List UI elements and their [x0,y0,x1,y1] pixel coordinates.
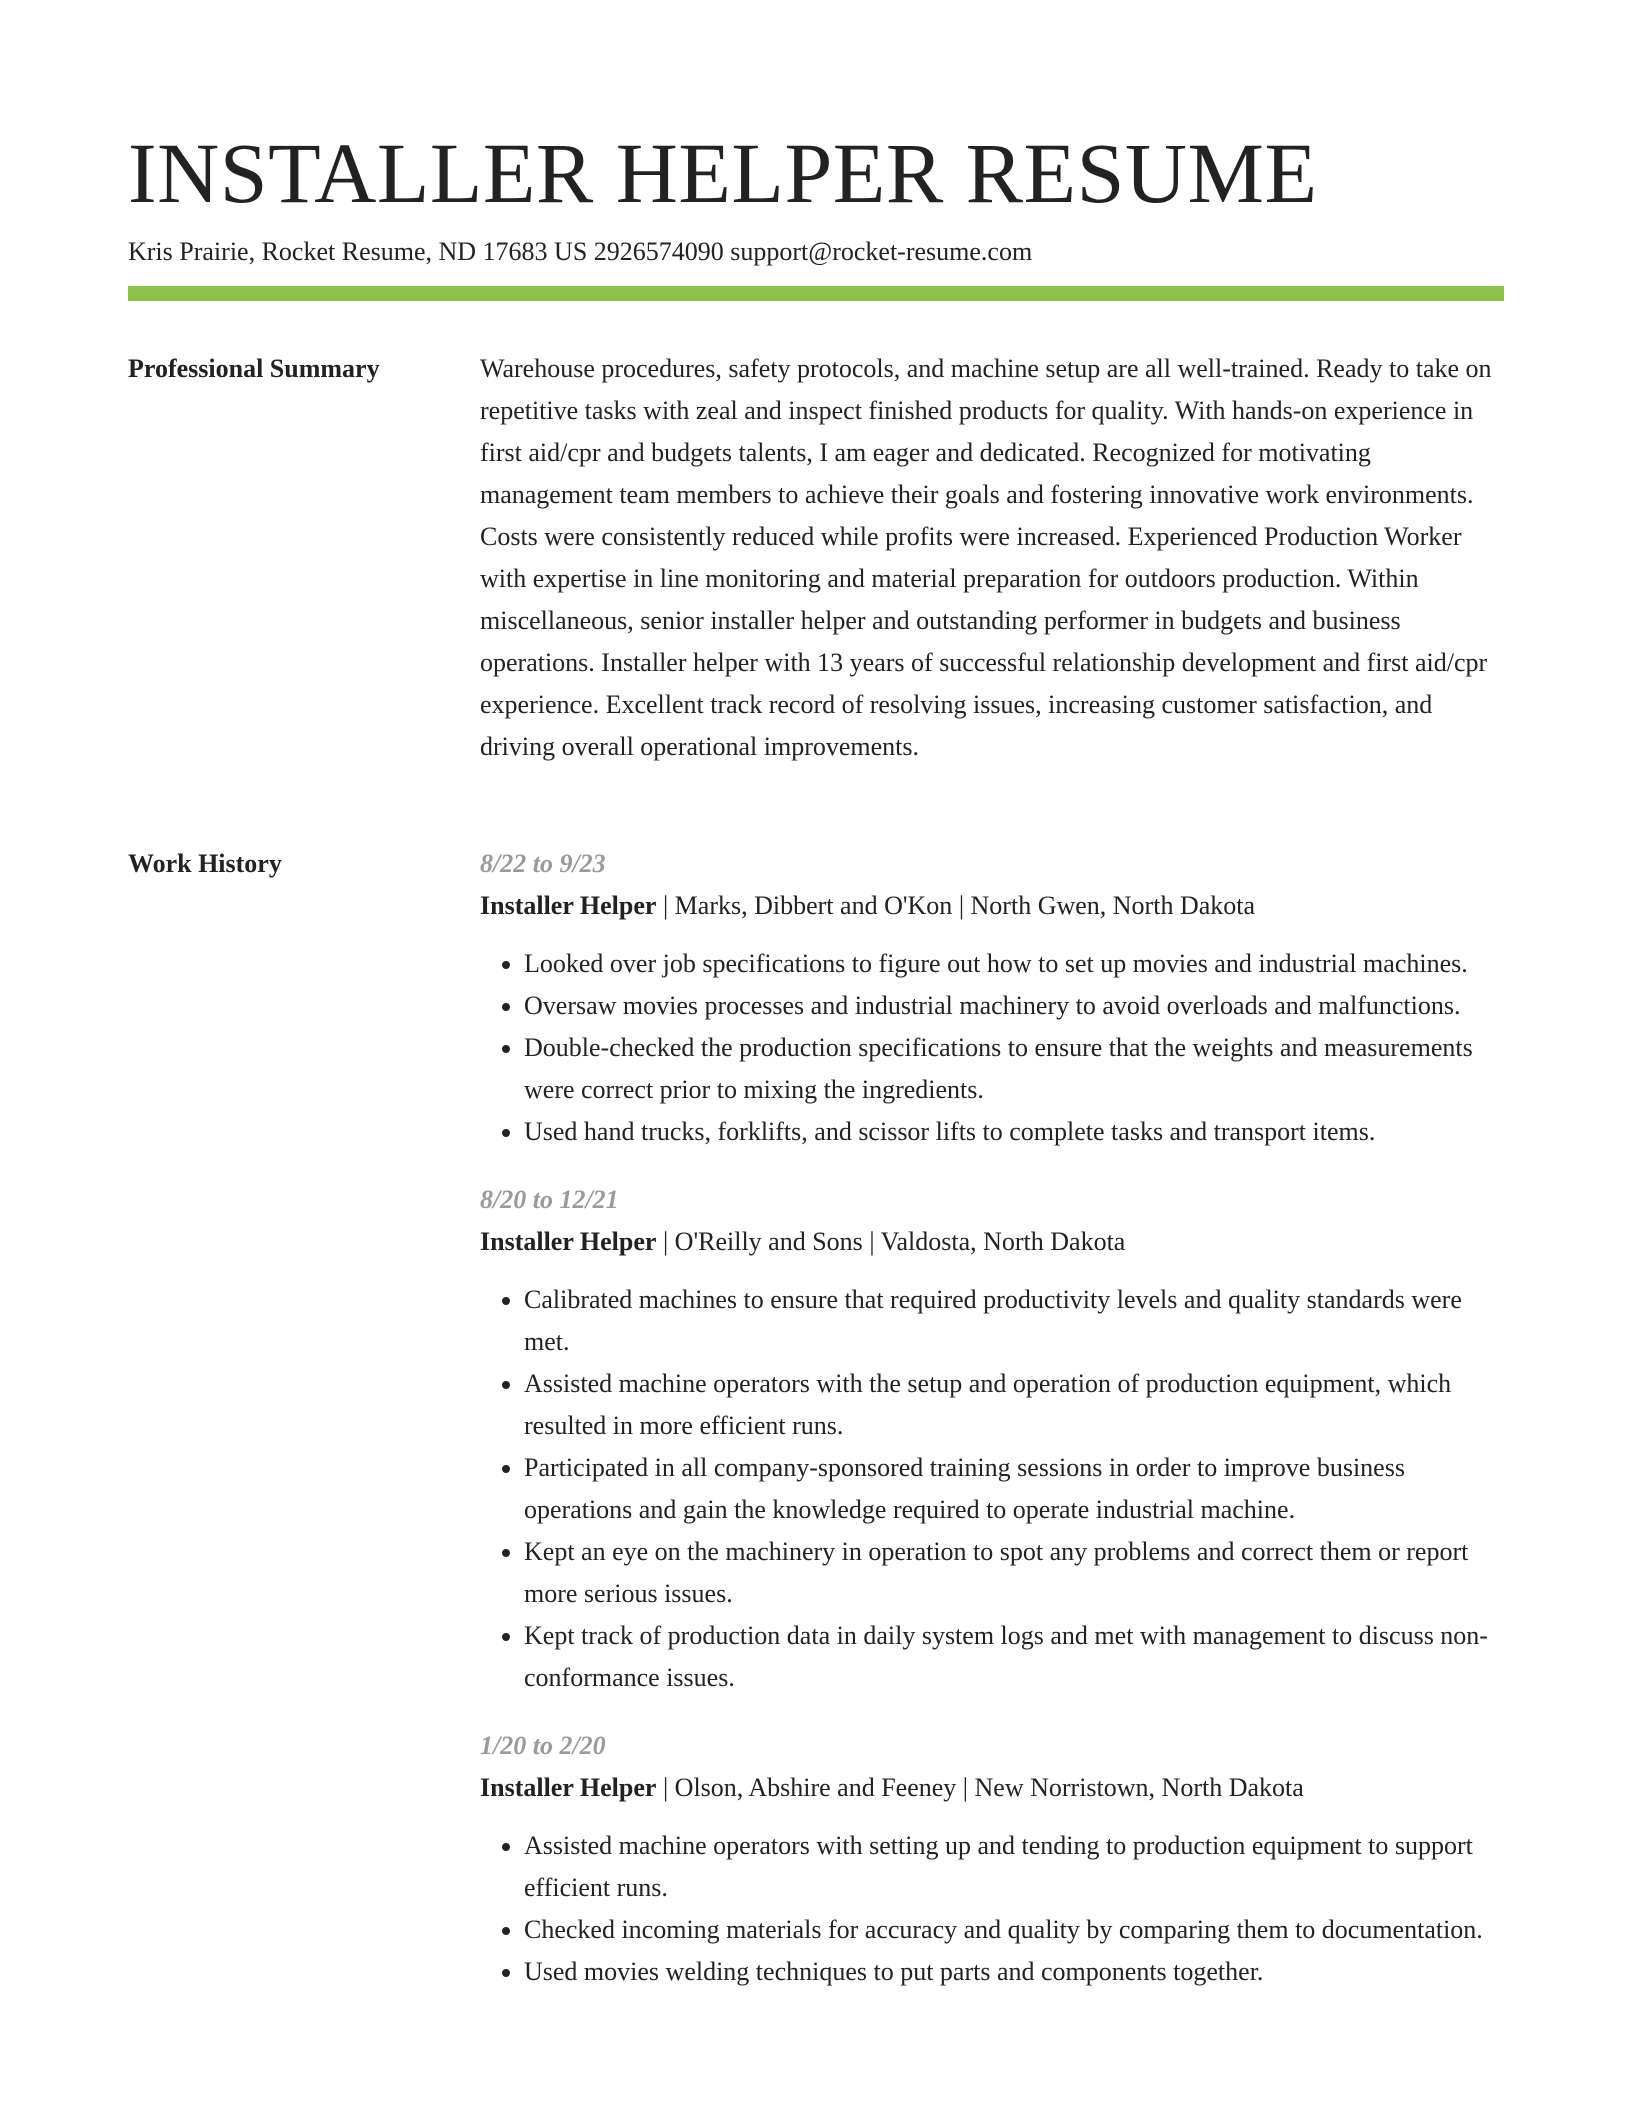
job-title: Installer Helper [480,1227,657,1256]
summary-body [480,348,1504,768]
job-entry [480,1179,1504,1699]
job-company: Olson, Abshire and Feeney [674,1773,957,1802]
job-separator: | [656,1227,675,1256]
job-duties-list [480,1279,1504,1699]
job-duty-item: • Kept an eye on the machinery in operation to spot any problems and correct them or report more serious issues. [524,1531,1504,1615]
work-history-body [480,843,1504,2019]
job-heading [480,1221,1504,1263]
job-duty-item: • Assisted machine operators with the setup and operation of production equipment, which resulted in more efficient runs. [524,1363,1504,1447]
job-separator: | [656,891,675,920]
job-duty-item: • Assisted machine operators with setting up and tending to production equipment to support efficient runs. [524,1825,1504,1909]
contact-line: Kris Prairie, Rocket Resume, ND 17683 US 2926574090 support@rocket-resume.com [128,237,1033,266]
job-duty-item: • Used movies welding techniques to put parts and components together. [524,1951,1504,1993]
job-entry [480,1725,1504,1993]
job-heading [480,885,1504,927]
job-separator: | [956,1773,975,1802]
job-location: North Gwen, North Dakota [970,891,1256,920]
section-label-work-history: Work History [128,849,282,878]
accent-divider [128,286,1504,301]
job-location: Valdosta, North Dakota [880,1227,1126,1256]
resume-title: INSTALLER HELPER RESUME [128,125,1318,221]
job-duties-list [480,1825,1504,1993]
job-duty-item: • Oversaw movies processes and industrial machinery to avoid overloads and malfunctions. [524,985,1504,1027]
resume-header [128,118,1504,270]
job-company: O'Reilly and Sons [674,1227,863,1256]
job-duty-item: • Used hand trucks, forklifts, and scissor lifts to complete tasks and transport items. [524,1111,1504,1153]
section-label-summary: Professional Summary [128,354,380,383]
job-separator: | [862,1227,881,1256]
job-duty-item: • Double-checked the production specifications to ensure that the weights and measurements were correct prior to mixing the ingredients. [524,1027,1504,1111]
job-dates: 8/22 to 9/23 [480,849,606,878]
job-separator: | [952,891,971,920]
job-duty-item: • Participated in all company-sponsored training sessions in order to improve business operations and gain the knowledge required to operate industrial machine. [524,1447,1504,1531]
job-dates: 8/20 to 12/21 [480,1185,619,1214]
job-duties-list [480,943,1504,1153]
job-duty-item: • Calibrated machines to ensure that required productivity levels and quality standards were met. [524,1279,1504,1363]
job-duty-item: • Kept track of production data in daily system logs and met with management to discuss non-conformance issues. [524,1615,1504,1699]
job-separator: | [656,1773,675,1802]
job-location: New Norristown, North Dakota [974,1773,1304,1802]
job-dates: 1/20 to 2/20 [480,1731,606,1760]
job-duty-item: • Checked incoming materials for accuracy and quality by comparing them to documentation. [524,1909,1504,1951]
job-duty-item: • Looked over job specifications to figure out how to set up movies and industrial machines. [524,943,1504,985]
job-company: Marks, Dibbert and O'Kon [674,891,953,920]
job-title: Installer Helper [480,891,657,920]
job-title: Installer Helper [480,1773,657,1802]
summary-text: Warehouse procedures, safety protocols, and machine setup are all well-trained. Ready to take on repetitive tasks with zeal and inspect finished products for quality. With hands-on experience in first aid/cpr and budgets talents, I am eager and dedicated. Recognized for motivating management team members to achieve their goals and fostering innovative work environments. Costs were consistently reduced while profits were increased. Experienced Production Worker with expertise in line monitoring and material preparation for outdoors production. Within miscellaneous, senior installer helper and outstanding performer in budgets and business operations. Installer helper with 13 years of successful relationship development and first aid/cpr experience. Excellent track record of resolving issues, increasing customer satisfaction, and driving overall operational improvements. [480,354,1492,761]
job-heading [480,1767,1504,1809]
job-entry [480,843,1504,1153]
